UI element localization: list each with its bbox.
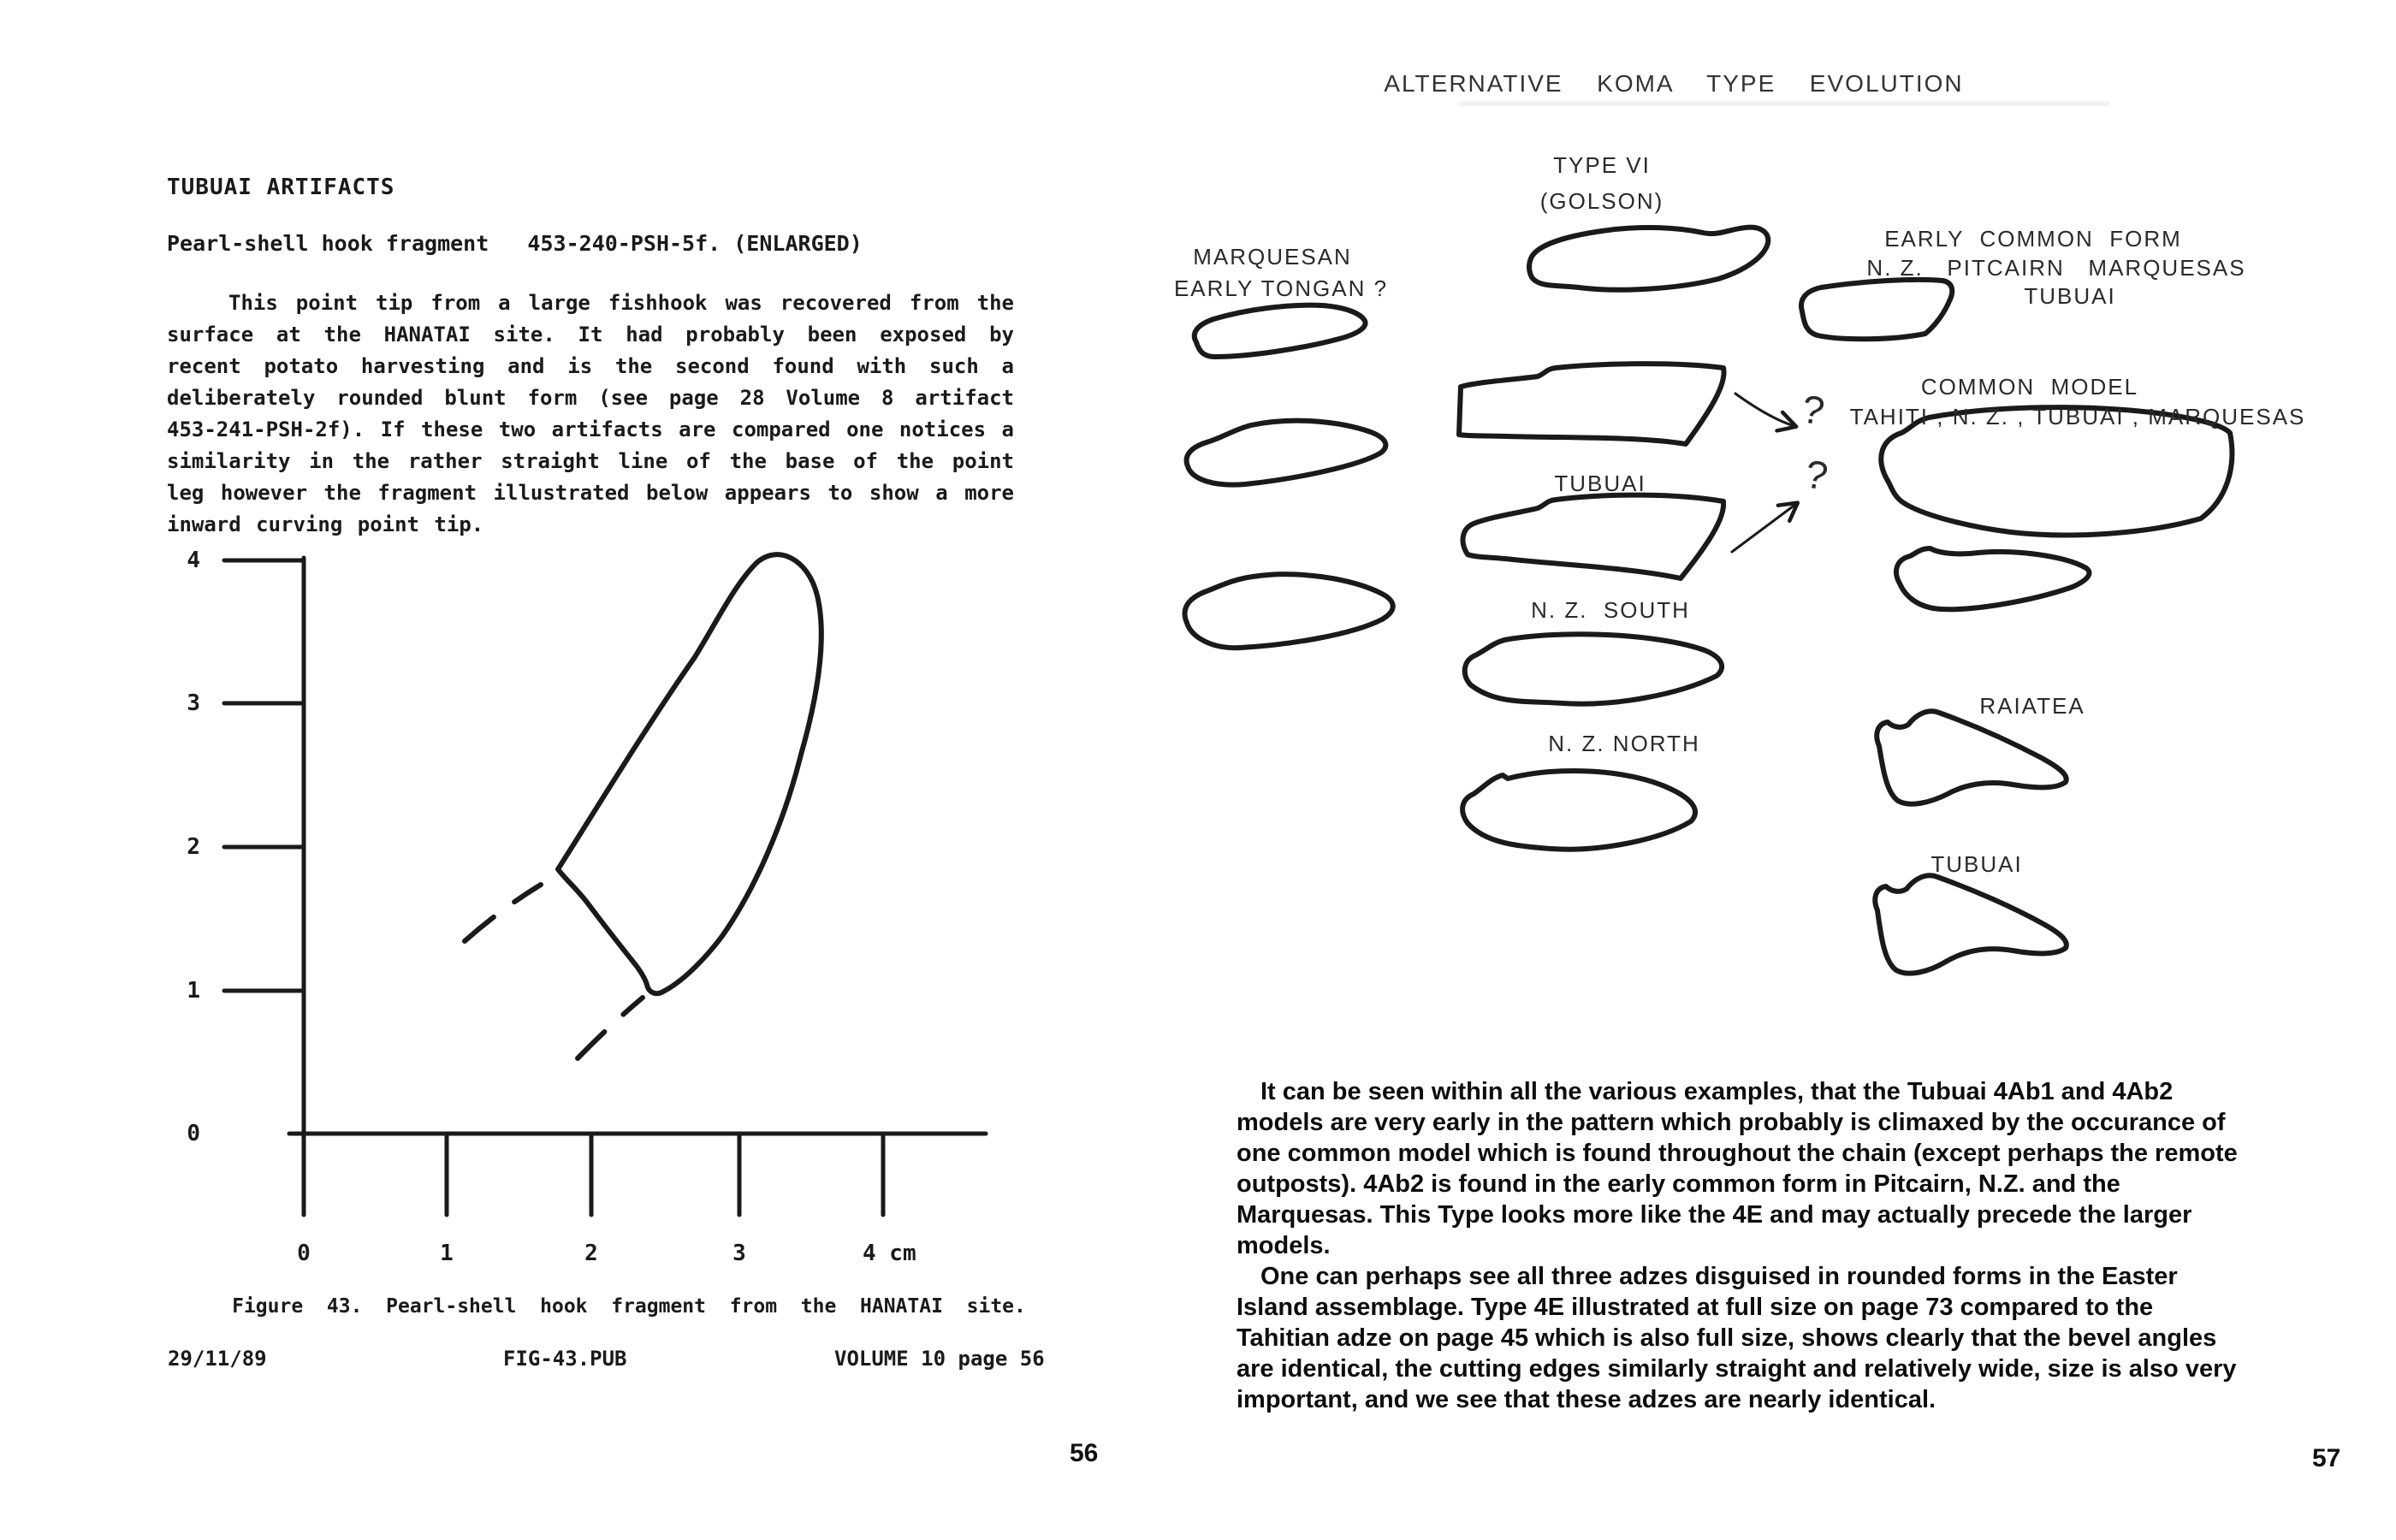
hook-dashed-upper	[465, 885, 541, 941]
type-vi-adze	[1529, 228, 1768, 290]
arrow-to-question-1	[1735, 394, 1794, 426]
nz-south-adze	[1465, 634, 1722, 703]
diagram-heading: ALTERNATIVE KOMA TYPE EVOLUTION	[1384, 70, 1964, 97]
y-tick-label-4: 4	[187, 548, 200, 573]
label-type-vi: TYPE VI	[1553, 152, 1651, 178]
label-early-tongan: EARLY TONGAN ?	[1173, 275, 1389, 301]
x-tick-label-0: 0	[297, 1241, 311, 1266]
early-common-form-adze	[1801, 280, 1952, 339]
scan-artifact-line	[1459, 101, 2109, 106]
label-nz-north: N. Z. NORTH	[1548, 731, 1700, 756]
label-early-common-form: EARLY COMMON FORM	[1884, 226, 2182, 252]
figure-caption: Figure 43. Pearl-shell hook fragment from the HANATAI site.	[232, 1295, 1026, 1318]
marquesan-adze-2	[1187, 421, 1386, 485]
question-mark-1: ?	[1798, 386, 1828, 434]
discussion-paragraph-1: It can be seen within all the various examples, that the Tubuai 4Ab1 and 4Ab2 models are very early in the pattern which probably is climaxed by the occurance of one common model which is found throughout the chain (except perhaps the remote outposts). 4Ab2 is found in the early common form in Pitcairn, N.Z. and the Marquesas. This Type looks more like the 4E and may actually precede the larger models.	[1237, 1078, 2238, 1259]
x-tick-label-3: 3	[732, 1241, 746, 1266]
x-tick-label-4cm: 4 cm	[863, 1241, 916, 1266]
tubuai-lower-adze	[1875, 875, 2067, 973]
koma-upper-adze	[1459, 364, 1724, 444]
question-mark-2: ?	[1801, 451, 1831, 499]
footer-date: 29/11/89	[168, 1347, 267, 1371]
label-tubuai-center: TUBUAI	[1554, 471, 1646, 496]
label-nz-south: N. Z. SOUTH	[1531, 597, 1690, 623]
footer-filename: FIG-43.PUB	[503, 1347, 627, 1371]
x-tick-label-1: 1	[440, 1241, 454, 1266]
label-common-model: COMMON MODEL	[1920, 374, 2139, 400]
raiatea-adze	[1877, 711, 2067, 803]
body-paragraph: This point tip from a large fishhook was recovered from the surface at the HANATAI site. It had probably been exposed by recent potato harvesting and is the second found with such a deliberately rounded blunt form (see page 28 Volume 8 artifact 453-241-PSH-2f). If these two artifacts are compared one notices a similarity in the rather straight line of the base of the point leg however the fragment illustrated below appears to show a more inward curving point tip.	[167, 291, 1014, 536]
label-early-common-regions: N. Z. PITCAIRN MARQUESAS	[1866, 255, 2246, 281]
page-number-right: 57	[2312, 1444, 2341, 1472]
marquesan-adze-3	[1185, 574, 1393, 648]
label-marquesan: MARQUESAN	[1193, 244, 1352, 270]
nz-north-adze	[1462, 771, 1695, 850]
y-tick-label-1: 1	[187, 978, 200, 1004]
marquesan-adze-1	[1195, 305, 1366, 357]
arrow-to-question-2	[1732, 504, 1796, 552]
artifact-subtitle: Pearl-shell hook fragment 453-240-PSH-5f. (ENLARGED)	[167, 231, 863, 256]
y-tick-label-0: 0	[187, 1121, 200, 1146]
page-title: TUBUAI ARTIFACTS	[167, 175, 395, 200]
label-early-common-tubuai: TUBUAI	[2024, 283, 2116, 309]
hook-dashed-lower	[578, 998, 643, 1058]
footer-volume: VOLUME 10 page 56	[834, 1347, 1045, 1371]
page-number-left: 56	[1070, 1439, 1099, 1467]
common-model-small-adze	[1896, 548, 2089, 609]
y-tick-label-2: 2	[187, 834, 200, 860]
label-raiatea: RAIATEA	[1979, 693, 2085, 719]
discussion-paragraph-2: One can perhaps see all three adzes disguised in rounded forms in the Easter Island assemblage. Type 4E illustrated at full size on page 73 compared to the Tahitian adze on page 45 which is also full size, shows clearly that the bevel angles are identical, the cutting edges similarly straight and relatively wide, size is also very important, and we see that these adzes are nearly identical.	[1237, 1263, 2237, 1413]
x-tick-label-2: 2	[584, 1241, 598, 1266]
hook-outline	[558, 554, 821, 993]
label-golson: (GOLSON)	[1539, 188, 1664, 214]
discussion-text	[1237, 1076, 2251, 1415]
label-tubuai-bottom: TUBUAI	[1930, 851, 2023, 877]
y-tick-label-3: 3	[187, 690, 200, 716]
tubuai-center-adze	[1463, 495, 1724, 578]
label-common-model-regions: TAHITI , N. Z. , TUBUAI , MARQUESAS	[1849, 404, 2306, 429]
